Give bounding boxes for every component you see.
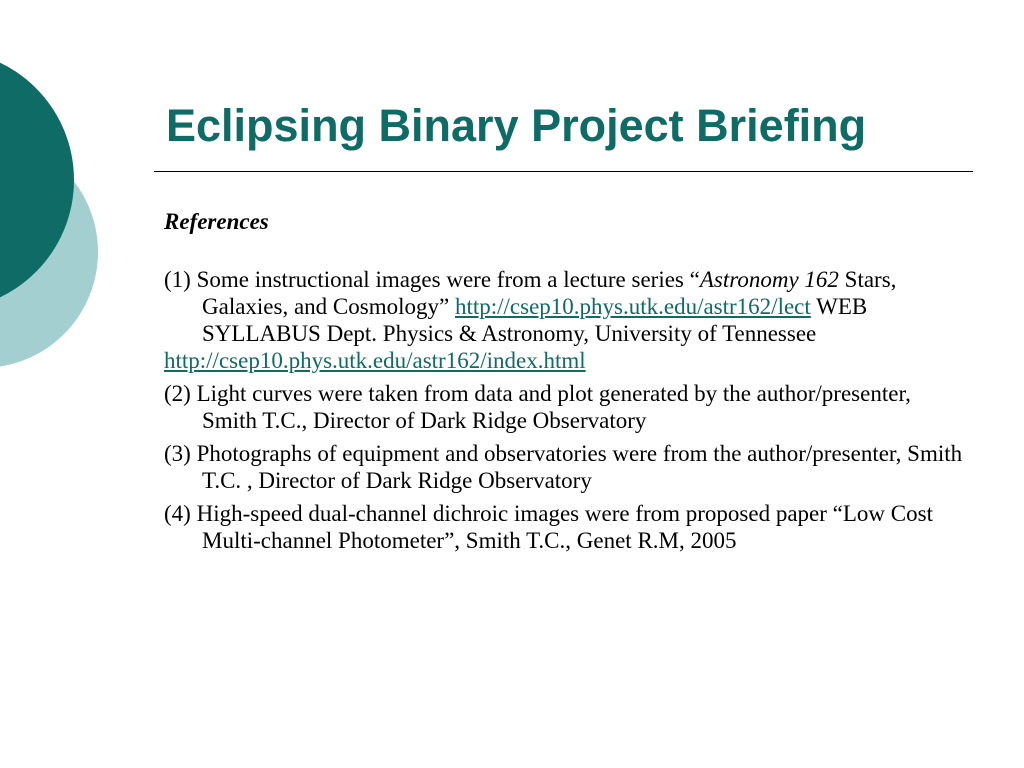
reference-text: Light curves were taken from data and plot generated by the author/presenter, Smith T.C., Director of Dark Ridge Observatory <box>196 381 911 433</box>
reference-text: Some instructional images were from a lecture series “ <box>196 267 700 292</box>
title-divider <box>154 171 973 172</box>
reference-item-4 <box>164 500 964 554</box>
reference-text: Stars, Galaxies, and Cosmology” <box>202 267 897 319</box>
reference-text: Photographs of equipment and observatories were from the author/presenter, Smith T.C. , Director of Dark Ridge Observatory <box>196 441 963 493</box>
reference-marker: (4) <box>164 501 191 526</box>
reference-marker: (1) <box>164 267 191 292</box>
reference-item-1 <box>164 266 964 374</box>
reference-item-3 <box>164 440 964 494</box>
reference-marker: (2) <box>164 381 191 406</box>
reference-marker: (3) <box>164 441 191 466</box>
slide-body <box>164 205 964 560</box>
reference-item-2 <box>164 380 964 434</box>
reference-text: High-speed dual-channel dichroic images were from proposed paper “Low Cost Multi-channel Photometer”, Smith T.C., Genet R.M, 2005 <box>196 501 933 553</box>
slide-title: Eclipsing Binary Project Briefing <box>166 100 867 151</box>
references-heading: References <box>164 209 269 234</box>
reference-link[interactable]: http://csep10.phys.utk.edu/astr162/lect <box>454 294 811 319</box>
reference-text: WEB SYLLABUS Dept. Physics & Astronomy, University of Tennessee <box>202 294 868 346</box>
reference-link[interactable]: http://csep10.phys.utk.edu/astr162/index.html <box>164 348 586 373</box>
reference-italic-text: Astronomy 162 <box>699 267 839 292</box>
decorative-circles <box>0 0 110 400</box>
